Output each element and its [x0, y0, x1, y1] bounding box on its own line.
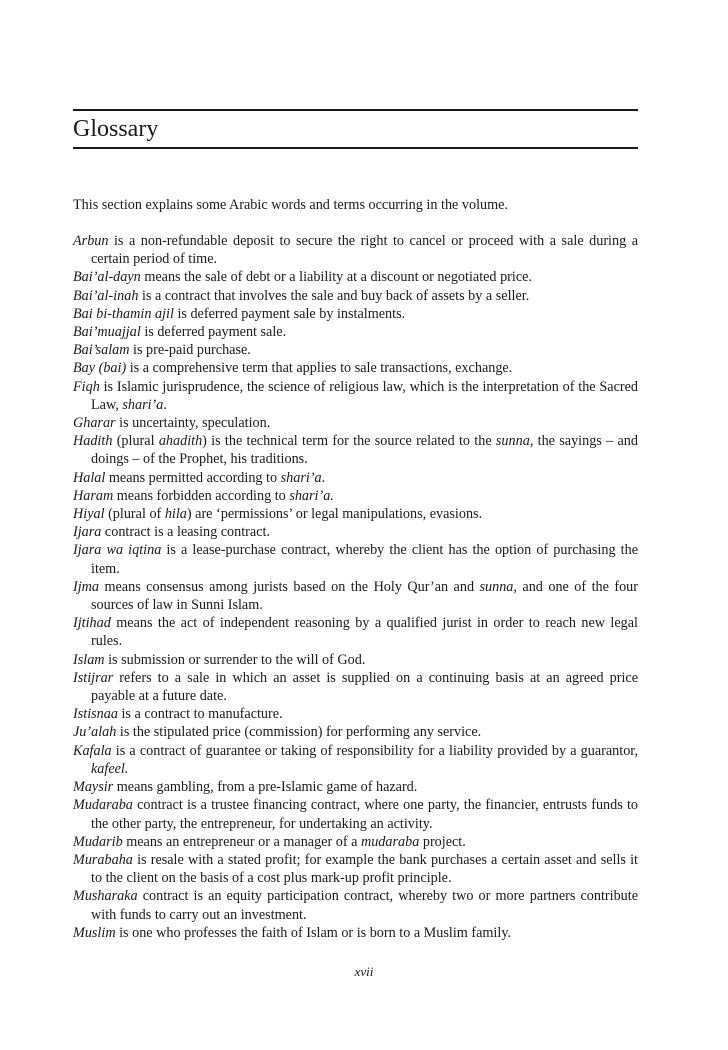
glossary-text: means the sale of debt or a liability at a discount or negotiated price.: [140, 269, 532, 286]
glossary-entry: [73, 705, 638, 723]
glossary-entry: [73, 469, 638, 487]
glossary-term: Gharar: [73, 415, 116, 432]
glossary-entry: [73, 614, 638, 650]
glossary-text: project.: [419, 833, 466, 850]
glossary-entry: [73, 378, 638, 414]
glossary-entry: [73, 414, 638, 432]
glossary-entry: [73, 268, 638, 286]
italic-term: hila: [164, 506, 187, 523]
glossary-text: .: [321, 469, 326, 486]
glossary-term: Ijma: [73, 578, 100, 595]
italic-term: shari’a: [280, 469, 322, 486]
glossary-term: Ju’alah: [73, 724, 117, 741]
glossary-text: contract is a leasing contract.: [101, 524, 270, 541]
glossary-entry: [73, 341, 638, 359]
glossary-text: (plural of: [104, 506, 165, 523]
glossary-entry: [73, 359, 638, 377]
glossary-entry: [73, 669, 638, 705]
glossary-term: Istisnaa: [73, 706, 118, 723]
glossary-text: contract is a trustee financing contract, where one party, the financier, entrusts funds to the other party, the entrepreneur, for undertaking an activity.: [91, 797, 638, 832]
glossary-text: contract is an equity participation contract, whereby two or more partners contribute with funds to carry out an investment.: [91, 888, 638, 923]
italic-term: ahadith: [158, 433, 203, 450]
glossary-term: Fiqh: [73, 378, 100, 395]
glossary-entry: [73, 778, 638, 796]
glossary-text: , the sayings – and doings – of the Prophet, his traditions.: [91, 433, 638, 468]
glossary-term: Ijara: [73, 524, 102, 541]
glossary-term: Maysir: [73, 779, 114, 796]
glossary-text: is Islamic jurisprudence, the science of religious law, which is the interpretation of the Sacred Law,: [91, 378, 638, 413]
glossary-entry: [73, 523, 638, 541]
glossary-entry: [73, 578, 638, 614]
glossary-text: ) are ‘permissions’ or legal manipulations, evasions.: [186, 506, 483, 523]
glossary-term: Haram: [73, 487, 114, 504]
glossary-term: Hiyal: [73, 506, 105, 523]
glossary-text: is a contract of guarantee or taking of responsibility for a liability provided by a guarantor,: [111, 742, 638, 759]
glossary-list: [73, 232, 638, 942]
glossary-term: Bai’muajjal: [73, 324, 141, 341]
glossary-term: Murabaha: [73, 851, 133, 868]
glossary-text: is submission or surrender to the will of God.: [104, 651, 366, 668]
glossary-term: Bai bi-thamin ajil: [73, 305, 174, 322]
glossary-entry: [73, 505, 638, 523]
glossary-text: , and one of the four sources of law in Sunni Islam.: [91, 578, 638, 614]
glossary-entry: [73, 323, 638, 341]
glossary-text: ) is the technical term for the source related to the: [202, 433, 496, 450]
glossary-entry: [73, 651, 638, 669]
glossary-entry: [73, 887, 638, 923]
glossary-entry: [73, 541, 638, 577]
page-title: Glossary: [73, 116, 159, 142]
glossary-text: is a contract that involves the sale and buy back of assets by a seller.: [138, 287, 530, 304]
glossary-text: means an entrepreneur or a manager of a: [122, 833, 361, 850]
glossary-entry: [73, 833, 638, 851]
glossary-term: Bai’salam: [73, 342, 130, 359]
glossary-entry: [73, 723, 638, 741]
glossary-text: means forbidden according to: [113, 487, 290, 504]
glossary-entry: [73, 851, 638, 887]
intro-paragraph: This section explains some Arabic words and terms occurring in the volume.: [73, 197, 508, 213]
glossary-term: Musharaka: [73, 888, 138, 905]
glossary-text: is a contract to manufacture.: [117, 706, 283, 723]
italic-term: mudaraba: [360, 833, 420, 850]
glossary-term: Kafala: [73, 742, 112, 759]
glossary-text: refers to a sale in which an asset is supplied on a continuing basis at an agreed price payable at a future date.: [91, 669, 638, 705]
glossary-term: Ijtihad: [73, 615, 111, 632]
glossary-term: Bay (bai): [73, 360, 127, 377]
glossary-term: Mudarib: [73, 833, 123, 850]
glossary-entry: [73, 796, 638, 832]
glossary-entry: [73, 287, 638, 305]
glossary-text: is a lease-purchase contract, whereby the client has the option of purchasing the item.: [91, 542, 638, 577]
glossary-text: means permitted according to: [105, 469, 281, 486]
glossary-text: (plural: [112, 433, 159, 450]
glossary-term: Ijara wa iqtina: [73, 542, 162, 559]
glossary-text: is deferred payment sale.: [140, 324, 287, 341]
glossary-text: is pre-paid purchase.: [129, 342, 251, 359]
glossary-entry: [73, 305, 638, 323]
glossary-text: is deferred payment sale by instalments.: [173, 305, 406, 322]
glossary-term: Bai’al-inah: [73, 287, 139, 304]
glossary-term: Halal: [73, 469, 106, 486]
glossary-term: Muslim: [73, 924, 116, 941]
italic-term: shari’a: [122, 396, 164, 413]
glossary-term: Bai’al-dayn: [73, 269, 141, 286]
glossary-text: means the act of independent reasoning by a qualified jurist in order to reach new legal rules.: [91, 615, 638, 650]
glossary-text: means consensus among jurists based on the Holy Qur’an and: [99, 578, 480, 595]
title-top-rule: [73, 109, 638, 111]
italic-term: shari’a.: [289, 487, 334, 504]
glossary-text: .: [163, 396, 167, 413]
italic-term: kafeel.: [91, 760, 129, 777]
glossary-term: Arbun: [73, 233, 109, 249]
italic-term: sunna: [495, 433, 530, 450]
glossary-entry: [73, 487, 638, 505]
glossary-entry: [73, 742, 638, 778]
italic-term: sunna: [479, 578, 514, 595]
glossary-entry: [73, 232, 638, 268]
glossary-text: is a comprehensive term that applies to sale transactions, exchange.: [126, 360, 513, 377]
glossary-entry: [73, 432, 638, 468]
glossary-entry: [73, 924, 638, 942]
glossary-text: is one who professes the faith of Islam or is born to a Muslim family.: [115, 924, 512, 941]
page-number: xvii: [354, 964, 374, 979]
glossary-text: is a non-refundable deposit to secure the right to cancel or proceed with a sale during a certain period of time.: [91, 233, 638, 268]
title-bottom-rule: [73, 147, 638, 149]
glossary-term: Istijrar: [73, 669, 114, 686]
glossary-term: Mudaraba: [73, 797, 133, 814]
glossary-text: is resale with a stated profit; for example the bank purchases a certain asset and sells it to the client on the basis of a cost plus mark-up profit principle.: [91, 851, 638, 887]
glossary-text: means gambling, from a pre-Islamic game of hazard.: [113, 779, 418, 796]
glossary-text: is the stipulated price (commission) for performing any service.: [116, 724, 482, 741]
glossary-term: Islam: [73, 651, 105, 668]
glossary-text: is uncertainty, speculation.: [115, 415, 271, 432]
glossary-term: Hadith: [73, 433, 113, 450]
